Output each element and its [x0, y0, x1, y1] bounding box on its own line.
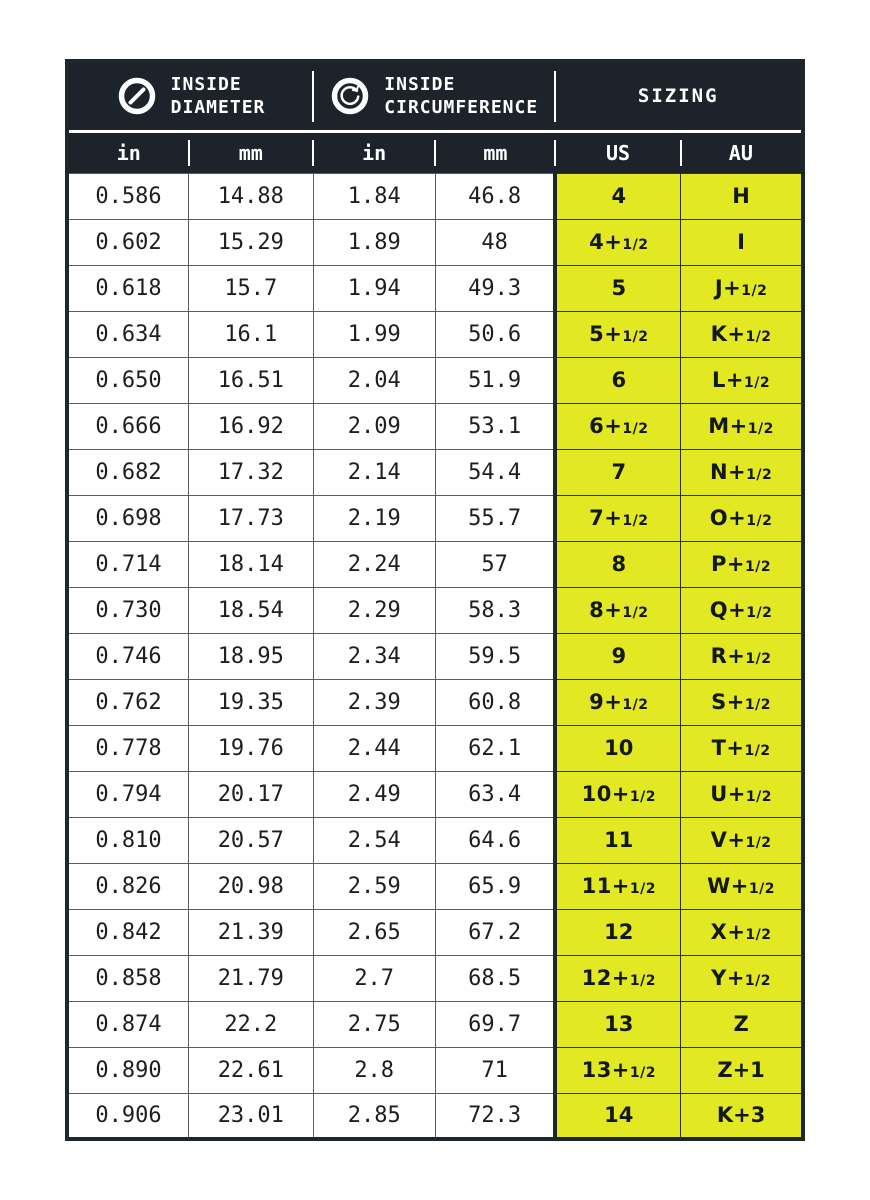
diameter-mm-cell: 21.39 [189, 909, 313, 955]
au-size-cell: I [681, 219, 803, 265]
diameter-in-cell: 0.890 [67, 1047, 189, 1093]
us-size-cell: 5+1/2 [555, 311, 680, 357]
table-row [67, 909, 803, 955]
circumference-in-cell: 2.75 [313, 1001, 435, 1047]
diameter-in-cell: 0.858 [67, 955, 189, 1001]
table-row [67, 1047, 803, 1093]
au-size-cell: H [681, 173, 803, 219]
diameter-in-cell: 0.634 [67, 311, 189, 357]
au-size-cell: U+1/2 [681, 771, 803, 817]
diameter-in-cell: 0.602 [67, 219, 189, 265]
diameter-in-cell: 0.826 [67, 863, 189, 909]
us-size-cell: 13+1/2 [555, 1047, 680, 1093]
diameter-mm-cell: 17.32 [189, 449, 313, 495]
us-size-cell: 10 [555, 725, 680, 771]
circumference-mm-cell: 69.7 [435, 1001, 555, 1047]
circumference-mm-cell: 49.3 [435, 265, 555, 311]
diameter-mm-cell: 23.01 [189, 1093, 313, 1139]
circumference-in-cell: 2.54 [313, 817, 435, 863]
diameter-in-cell: 0.746 [67, 633, 189, 679]
diameter-mm-cell: 22.2 [189, 1001, 313, 1047]
us-size-cell: 8+1/2 [555, 587, 680, 633]
diameter-in-cell: 0.714 [67, 541, 189, 587]
circumference-mm-cell: 53.1 [435, 403, 555, 449]
diameter-mm-cell: 14.88 [189, 173, 313, 219]
circumference-mm-cell: 72.3 [435, 1093, 555, 1139]
diameter-mm-cell: 15.7 [189, 265, 313, 311]
group-separator [312, 71, 314, 122]
table-row [67, 955, 803, 1001]
circumference-in-cell: 1.89 [313, 219, 435, 265]
au-size-cell: N+1/2 [681, 449, 803, 495]
diameter-in-cell: 0.810 [67, 817, 189, 863]
us-size-cell: 12+1/2 [555, 955, 680, 1001]
diameter-in-cell: 0.762 [67, 679, 189, 725]
diameter-mm-cell: 21.79 [189, 955, 313, 1001]
table-row [67, 1001, 803, 1047]
table-row [67, 771, 803, 817]
header-inside-circumference [313, 61, 555, 131]
us-size-cell: 6+1/2 [555, 403, 680, 449]
circumference-in-cell: 2.59 [313, 863, 435, 909]
diameter-mm-cell: 19.35 [189, 679, 313, 725]
sizing-label: SIZING [637, 85, 719, 108]
diameter-in-cell: 0.842 [67, 909, 189, 955]
col-header-circumference-mm: mm [435, 131, 555, 173]
diameter-in-cell: 0.586 [67, 173, 189, 219]
diameter-mm-cell: 19.76 [189, 725, 313, 771]
circumference-mm-cell: 55.7 [435, 495, 555, 541]
us-size-cell: 7+1/2 [555, 495, 680, 541]
circumference-in-cell: 2.65 [313, 909, 435, 955]
au-size-cell: Z+1 [681, 1047, 803, 1093]
au-size-cell: Q+1/2 [681, 587, 803, 633]
table-row [67, 817, 803, 863]
circumference-in-cell: 2.49 [313, 771, 435, 817]
diameter-mm-cell: 18.95 [189, 633, 313, 679]
circumference-in-cell: 2.34 [313, 633, 435, 679]
circumference-in-cell: 2.44 [313, 725, 435, 771]
column-separator [312, 140, 314, 166]
circumference-in-cell: 2.39 [313, 679, 435, 725]
circumference-mm-cell: 65.9 [435, 863, 555, 909]
circumference-mm-cell: 59.5 [435, 633, 555, 679]
diameter-mm-cell: 16.51 [189, 357, 313, 403]
us-size-cell: 4 [555, 173, 680, 219]
us-size-cell: 7 [555, 449, 680, 495]
circumference-in-cell: 1.99 [313, 311, 435, 357]
table-row [67, 495, 803, 541]
diameter-mm-cell: 15.29 [189, 219, 313, 265]
circumference-in-cell: 2.09 [313, 403, 435, 449]
group-separator [554, 71, 556, 122]
circumference-in-cell: 2.7 [313, 955, 435, 1001]
us-size-cell: 11 [555, 817, 680, 863]
circumference-mm-cell: 48 [435, 219, 555, 265]
circumference-mm-cell: 50.6 [435, 311, 555, 357]
us-size-cell: 10+1/2 [555, 771, 680, 817]
circumference-in-cell: 2.24 [313, 541, 435, 587]
circumference-mm-cell: 57 [435, 541, 555, 587]
au-size-cell: L+1/2 [681, 357, 803, 403]
diameter-in-cell: 0.682 [67, 449, 189, 495]
us-size-cell: 13 [555, 1001, 680, 1047]
table-row [67, 265, 803, 311]
circumference-in-cell: 2.04 [313, 357, 435, 403]
us-size-cell: 8 [555, 541, 680, 587]
table-row [67, 219, 803, 265]
diameter-mm-cell: 18.54 [189, 587, 313, 633]
table-row [67, 449, 803, 495]
table-row [67, 725, 803, 771]
circumference-mm-cell: 58.3 [435, 587, 555, 633]
table-header [67, 61, 803, 173]
circumference-in-cell: 2.85 [313, 1093, 435, 1139]
table-row [67, 541, 803, 587]
au-size-cell: O+1/2 [681, 495, 803, 541]
ring-size-table [65, 59, 805, 1141]
table-row [67, 1093, 803, 1139]
table-row [67, 633, 803, 679]
us-size-cell: 9 [555, 633, 680, 679]
us-size-cell: 11+1/2 [555, 863, 680, 909]
diameter-mm-cell: 22.61 [189, 1047, 313, 1093]
au-size-cell: K+1/2 [681, 311, 803, 357]
column-separator [554, 140, 556, 166]
circumference-in-cell: 1.84 [313, 173, 435, 219]
subcolumn-header-row [67, 131, 803, 173]
circumference-mm-cell: 71 [435, 1047, 555, 1093]
table-row [67, 863, 803, 909]
table-row [67, 357, 803, 403]
diameter-in-cell: 0.730 [67, 587, 189, 633]
column-separator [434, 140, 436, 166]
inside-circumference-label: INSIDE CIRCUMFERENCE [384, 73, 539, 119]
au-size-cell: R+1/2 [681, 633, 803, 679]
diameter-mm-cell: 18.14 [189, 541, 313, 587]
diameter-in-cell: 0.794 [67, 771, 189, 817]
au-size-cell: V+1/2 [681, 817, 803, 863]
au-size-cell: T+1/2 [681, 725, 803, 771]
circumference-mm-cell: 46.8 [435, 173, 555, 219]
diameter-in-cell: 0.666 [67, 403, 189, 449]
diameter-mm-cell: 16.92 [189, 403, 313, 449]
header-sizing [555, 61, 803, 131]
col-header-us: US [555, 131, 680, 173]
diameter-icon [117, 76, 157, 116]
col-header-diameter-in: in [67, 131, 189, 173]
au-size-cell: P+1/2 [681, 541, 803, 587]
circumference-in-cell: 2.29 [313, 587, 435, 633]
us-size-cell: 6 [555, 357, 680, 403]
circumference-in-cell: 2.8 [313, 1047, 435, 1093]
circumference-mm-cell: 64.6 [435, 817, 555, 863]
group-header-row [67, 61, 803, 131]
diameter-in-cell: 0.778 [67, 725, 189, 771]
diameter-in-cell: 0.698 [67, 495, 189, 541]
diameter-mm-cell: 20.17 [189, 771, 313, 817]
us-size-cell: 4+1/2 [555, 219, 680, 265]
au-size-cell: W+1/2 [681, 863, 803, 909]
us-size-cell: 9+1/2 [555, 679, 680, 725]
us-size-cell: 12 [555, 909, 680, 955]
au-size-cell: M+1/2 [681, 403, 803, 449]
au-size-cell: S+1/2 [681, 679, 803, 725]
table-body [67, 173, 803, 1139]
circumference-mm-cell: 54.4 [435, 449, 555, 495]
us-size-cell: 5 [555, 265, 680, 311]
inside-diameter-label: INSIDE DIAMETER [170, 73, 266, 119]
diameter-in-cell: 0.874 [67, 1001, 189, 1047]
diameter-in-cell: 0.618 [67, 265, 189, 311]
diameter-mm-cell: 20.98 [189, 863, 313, 909]
diameter-in-cell: 0.906 [67, 1093, 189, 1139]
diameter-mm-cell: 16.1 [189, 311, 313, 357]
au-size-cell: K+3 [681, 1093, 803, 1139]
col-header-diameter-mm: mm [189, 131, 313, 173]
col-header-circumference-in: in [313, 131, 435, 173]
table-row [67, 587, 803, 633]
circumference-mm-cell: 60.8 [435, 679, 555, 725]
circumference-mm-cell: 68.5 [435, 955, 555, 1001]
circumference-in-cell: 1.94 [313, 265, 435, 311]
column-separator [188, 140, 190, 166]
au-size-cell: Z [681, 1001, 803, 1047]
au-size-cell: Y+1/2 [681, 955, 803, 1001]
table-row [67, 679, 803, 725]
header-inside-diameter [67, 61, 313, 131]
column-separator [680, 140, 682, 166]
circumference-mm-cell: 67.2 [435, 909, 555, 955]
diameter-mm-cell: 17.73 [189, 495, 313, 541]
circumference-in-cell: 2.19 [313, 495, 435, 541]
circumference-mm-cell: 63.4 [435, 771, 555, 817]
circumference-in-cell: 2.14 [313, 449, 435, 495]
table-row [67, 173, 803, 219]
circumference-mm-cell: 51.9 [435, 357, 555, 403]
col-header-au: AU [681, 131, 803, 173]
diameter-in-cell: 0.650 [67, 357, 189, 403]
au-size-cell: X+1/2 [681, 909, 803, 955]
us-size-cell: 14 [555, 1093, 680, 1139]
circumference-icon [330, 76, 370, 116]
circumference-mm-cell: 62.1 [435, 725, 555, 771]
table-row [67, 403, 803, 449]
au-size-cell: J+1/2 [681, 265, 803, 311]
table-row [67, 311, 803, 357]
diameter-mm-cell: 20.57 [189, 817, 313, 863]
